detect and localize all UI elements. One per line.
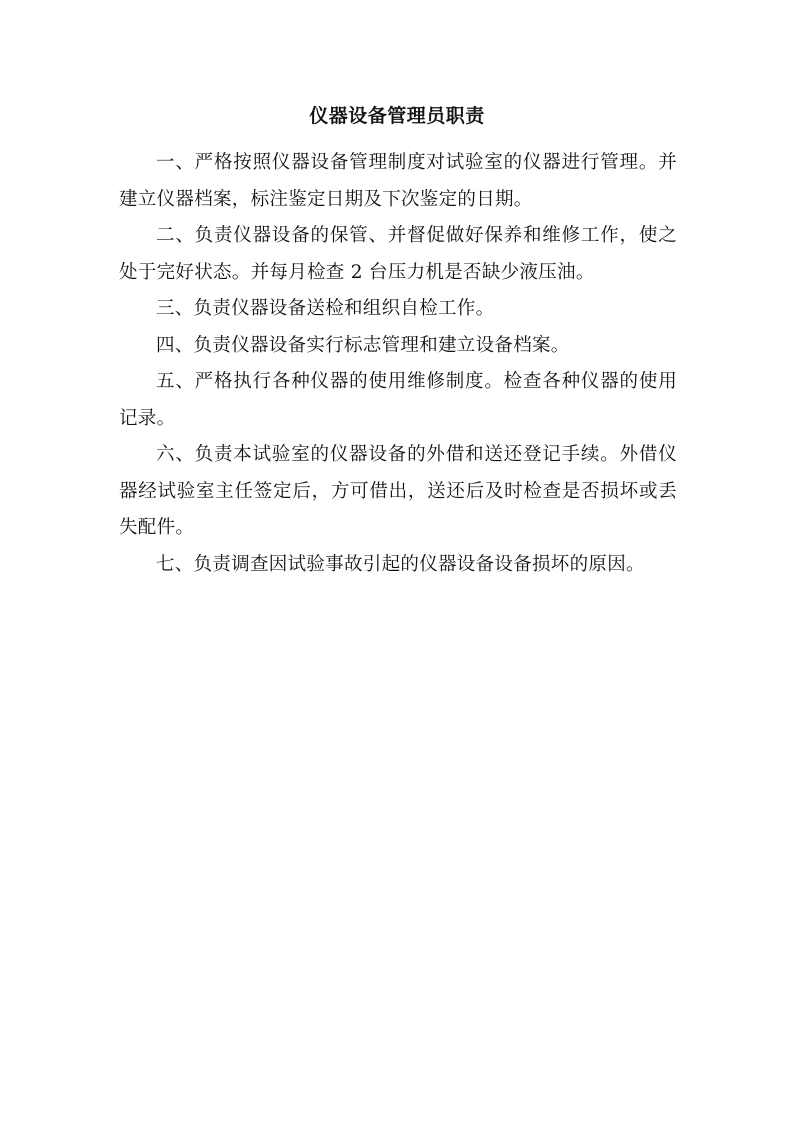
duty-paragraph-4: 四、负责仪器设备实行标志管理和建立设备档案。 [156, 334, 570, 356]
duty-paragraph-7: 七、负责调查因试验事故引起的仪器设备设备损坏的原因。 [156, 553, 645, 575]
duty-paragraph-6: 六、负责本试验室的仪器设备的外借和送还登记手续。外借仪器经试验室主任签定后，方可借出，送还后及时检查是否损坏或丢失配件。 [119, 444, 677, 538]
duty-paragraph-1: 一、严格按照仪器设备管理制度对试验室的仪器进行管理。并建立仪器档案，标注鉴定日期及下次鉴定的日期。 [119, 152, 677, 210]
duty-paragraph-2: 二、负责仪器设备的保管、并督促做好保养和维修工作，使之处于完好状态。并每月检查 2 台压力机是否缺少液压油。 [119, 225, 677, 283]
document-title: 仪器设备管理员职责 [309, 105, 485, 127]
document-body [119, 145, 677, 583]
duty-paragraph-5: 五、严格执行各种仪器的使用维修制度。检查各种仪器的使用记录。 [119, 371, 677, 429]
duty-paragraph-3: 三、负责仪器设备送检和组织自检工作。 [156, 298, 495, 319]
